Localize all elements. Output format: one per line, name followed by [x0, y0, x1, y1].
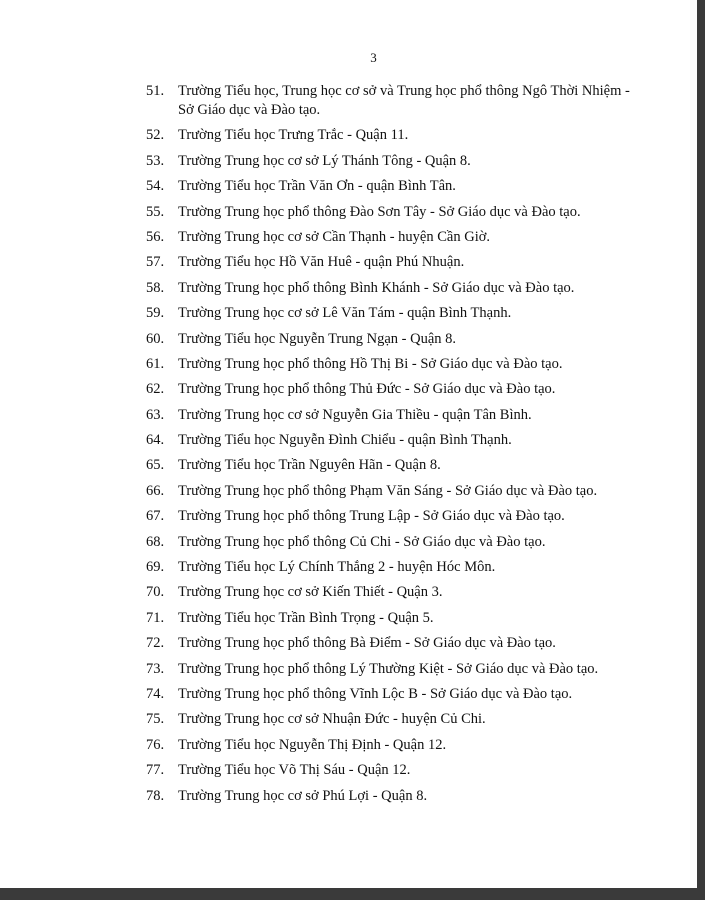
list-item-text: Trường Trung học cơ sở Nhuận Đức - huyện Củ Chi. [178, 711, 486, 728]
list-item [146, 279, 646, 298]
list-item [146, 558, 646, 577]
list-item-text: Trường Trung học phổ thông Bình Khánh - Sở Giáo dục và Đào tạo. [178, 279, 575, 296]
list-item [146, 203, 646, 222]
list-item-number: 62. [146, 381, 165, 398]
school-list [146, 82, 646, 812]
list-item [146, 583, 646, 602]
list-item-number: 52. [146, 127, 165, 144]
list-item-number: 75. [146, 711, 165, 728]
list-item-text: Trường Tiểu học Nguyễn Thị Định - Quận 12. [178, 736, 447, 753]
list-item-number: 78. [146, 787, 165, 804]
list-item [146, 533, 646, 552]
list-item [146, 736, 646, 755]
list-item-number: 69. [146, 559, 165, 576]
list-item [146, 456, 646, 475]
list-item-text: Trường Tiểu học Lý Chính Thắng 2 - huyện Hóc Môn. [178, 559, 496, 576]
list-item [146, 304, 646, 323]
list-item-text: Trường Trung học cơ sở Cần Thạnh - huyện Cần Giờ. [178, 228, 491, 245]
list-item-text: Trường Tiểu học Trần Nguyên Hãn - Quận 8. [178, 457, 441, 474]
list-item [146, 609, 646, 628]
list-item-number: 51. [146, 83, 165, 99]
list-item-text: Trường Trung học phổ thông Đào Sơn Tây - Sở Giáo dục và Đào tạo. [178, 203, 581, 220]
list-item-number: 67. [146, 508, 165, 525]
list-item-text: Trường Trung học cơ sở Lý Thánh Tông - Quận 8. [178, 152, 471, 169]
list-item-text: Trường Trung học phổ thông Thủ Đức - Sở Giáo dục và Đào tạo. [178, 381, 556, 398]
list-item-text: Trường Tiểu học, Trung học cơ sở và Trung học phổ thông Ngô Thời Nhiệm - Sở Giáo dục và Đào tạo. [178, 83, 630, 118]
list-item [146, 253, 646, 272]
list-item-text: Trường Trung học cơ sở Nguyễn Gia Thiều - quận Tân Bình. [178, 406, 532, 423]
list-item-number: 65. [146, 457, 165, 474]
list-item [146, 710, 646, 729]
list-item-text: Trường Trung học cơ sở Lê Văn Tám - quận Bình Thạnh. [178, 305, 512, 322]
page-number: 3 [370, 50, 377, 65]
list-item-number: 70. [146, 584, 165, 601]
list-item-text: Trường Tiểu học Trần Bình Trọng - Quận 5. [178, 609, 434, 626]
list-item [146, 634, 646, 653]
list-item-text: Trường Tiểu học Võ Thị Sáu - Quận 12. [178, 762, 411, 779]
list-item-text: Trường Tiểu học Hồ Văn Huê - quận Phú Nhuận. [178, 254, 465, 271]
list-item-number: 72. [146, 635, 165, 652]
list-item-number: 60. [146, 330, 165, 347]
list-item [146, 685, 646, 704]
list-item-number: 73. [146, 660, 165, 677]
list-item-text: Trường Trung học phổ thông Phạm Văn Sáng - Sở Giáo dục và Đào tạo. [178, 482, 598, 499]
list-item [146, 82, 646, 120]
list-item [146, 482, 646, 501]
list-item-text: Trường Tiểu học Nguyễn Trung Ngạn - Quận 8. [178, 330, 457, 347]
list-item [146, 152, 646, 171]
list-item-number: 56. [146, 228, 165, 245]
list-item [146, 406, 646, 425]
list-item-number: 63. [146, 406, 165, 423]
list-item-text: Trường Trung học cơ sở Kiến Thiết - Quận 3. [178, 584, 443, 601]
list-item-number: 54. [146, 178, 165, 195]
list-item-number: 61. [146, 355, 165, 372]
list-item-number: 68. [146, 533, 165, 550]
list-item [146, 787, 646, 806]
list-item-number: 66. [146, 482, 165, 499]
list-item [146, 355, 646, 374]
list-item-text: Trường Trung học phổ thông Củ Chi - Sở Giáo dục và Đào tạo. [178, 533, 546, 550]
list-item [146, 126, 646, 145]
list-item-text: Trường Trung học phổ thông Vĩnh Lộc B - Sở Giáo dục và Đào tạo. [178, 685, 573, 702]
list-item-number: 77. [146, 762, 165, 779]
list-item-number: 57. [146, 254, 165, 271]
list-item [146, 228, 646, 247]
list-item-number: 59. [146, 305, 165, 322]
list-item-number: 53. [146, 152, 165, 169]
list-item [146, 761, 646, 780]
list-item-text: Trường Tiểu học Trưng Trắc - Quận 11. [178, 127, 409, 144]
list-item-text: Trường Trung học phổ thông Trung Lập - Sở Giáo dục và Đào tạo. [178, 508, 565, 525]
list-item [146, 380, 646, 399]
list-item-text: Trường Tiểu học Nguyễn Đình Chiểu - quận Bình Thạnh. [178, 432, 512, 449]
list-item [146, 660, 646, 679]
list-item-text: Trường Trung học cơ sở Phú Lợi - Quận 8. [178, 787, 428, 804]
list-item [146, 330, 646, 349]
list-item-number: 55. [146, 203, 165, 220]
list-item [146, 507, 646, 526]
list-item-text: Trường Trung học phổ thông Lý Thường Kiệt - Sở Giáo dục và Đào tạo. [178, 660, 599, 677]
list-item-text: Trường Tiểu học Trần Văn Ơn - quận Bình Tân. [178, 178, 456, 195]
list-item [146, 177, 646, 196]
list-item [146, 431, 646, 450]
list-item-number: 74. [146, 685, 165, 702]
list-item-number: 71. [146, 609, 165, 626]
list-item-text: Trường Trung học phổ thông Hồ Thị Bi - Sở Giáo dục và Đào tạo. [178, 355, 563, 372]
list-item-number: 64. [146, 432, 165, 449]
list-item-number: 76. [146, 736, 165, 753]
list-item-number: 58. [146, 279, 165, 296]
list-item-text: Trường Trung học phổ thông Bà Điểm - Sở Giáo dục và Đào tạo. [178, 635, 556, 652]
